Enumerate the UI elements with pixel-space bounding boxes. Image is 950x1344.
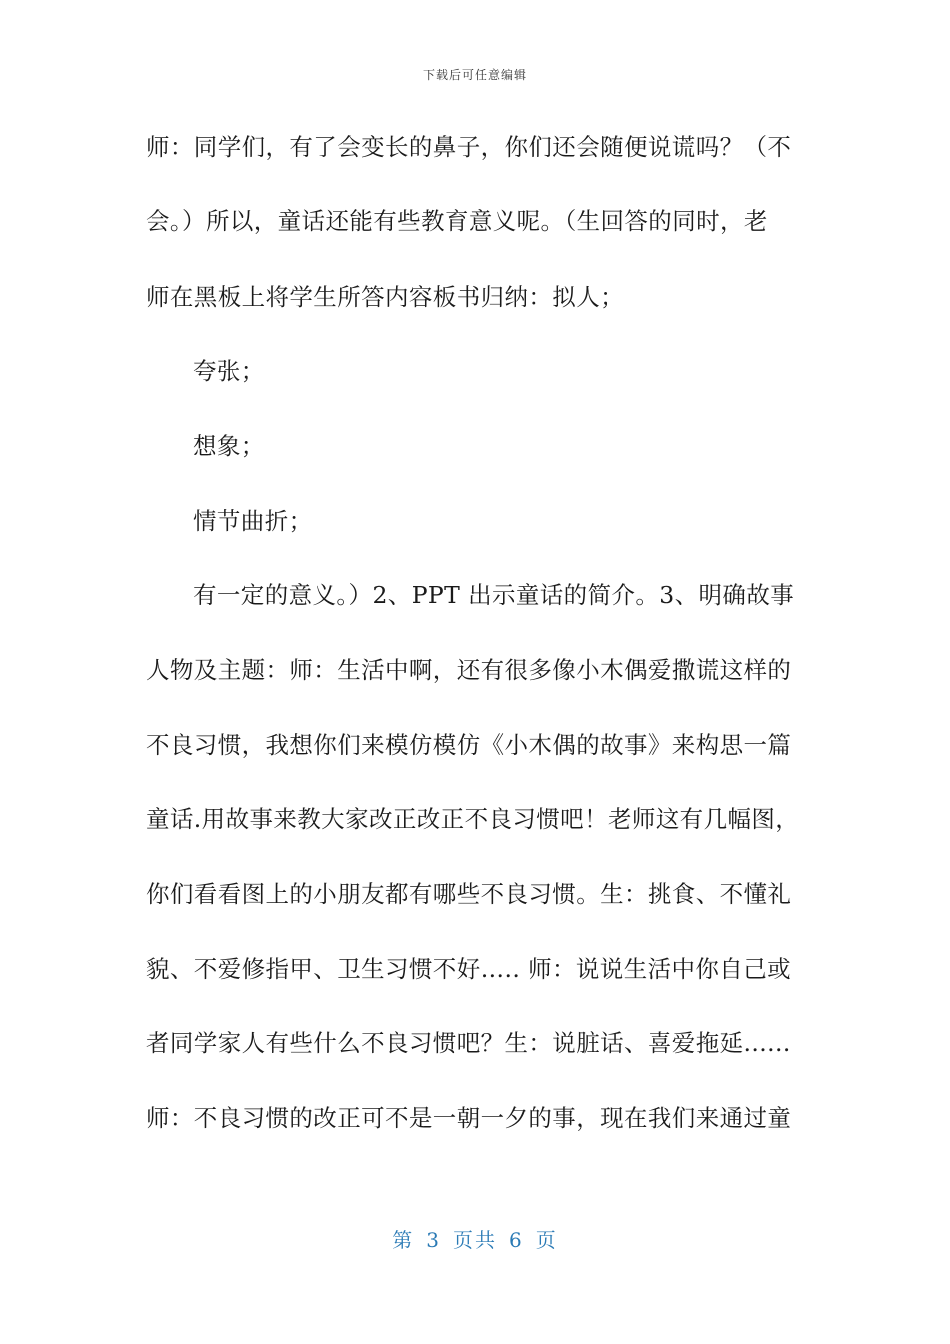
footer-prefix: 第	[392, 1228, 415, 1252]
text-line: 师在黑板上将学生所答内容板书归纳：拟人；	[146, 283, 624, 311]
text-line: 想象；	[193, 432, 265, 460]
text-line: 人物及主题：师：生活中啊，还有很多像小木偶爱撒谎这样的	[146, 656, 792, 684]
text-line: 情节曲折；	[193, 507, 313, 535]
total-page-count: 6	[509, 1228, 524, 1252]
text-line: 师：不良习惯的改正可不是一朝一夕的事，现在我们来通过童	[146, 1104, 792, 1132]
footer-middle: 页共	[453, 1228, 497, 1252]
footer-suffix: 页	[535, 1228, 558, 1252]
text-line: 会。）所以，童话还能有些教育意义呢。（生回答的同时，老	[146, 207, 768, 235]
text-line: 有一定的意义。）2、PPT 出示童话的简介。3、明确故事	[193, 581, 795, 609]
text-line: 者同学家人有些什么不良习惯吧？生：说脏话、喜爱拖延......	[146, 1029, 791, 1057]
text-line: 你们看看图上的小朋友都有哪些不良习惯。生：挑食、不懂礼	[146, 880, 792, 908]
current-page-number: 3	[426, 1228, 441, 1252]
page-footer	[0, 1224, 950, 1253]
page-header: 下载后可任意编辑	[422, 68, 527, 82]
text-line: 夸张；	[193, 357, 265, 385]
text-line: 貌、不爱修指甲、卫生习惯不好….. 师：说说生活中你自己或	[146, 955, 792, 983]
text-line: 不良习惯，我想你们来模仿模仿《小木偶的故事》来构思一篇	[146, 731, 792, 759]
text-line: 童话.用故事来教大家改正改正不良习惯吧！老师这有几幅图，	[146, 805, 800, 833]
text-line: 师：同学们，有了会变长的鼻子，你们还会随便说谎吗？（不	[146, 133, 792, 161]
